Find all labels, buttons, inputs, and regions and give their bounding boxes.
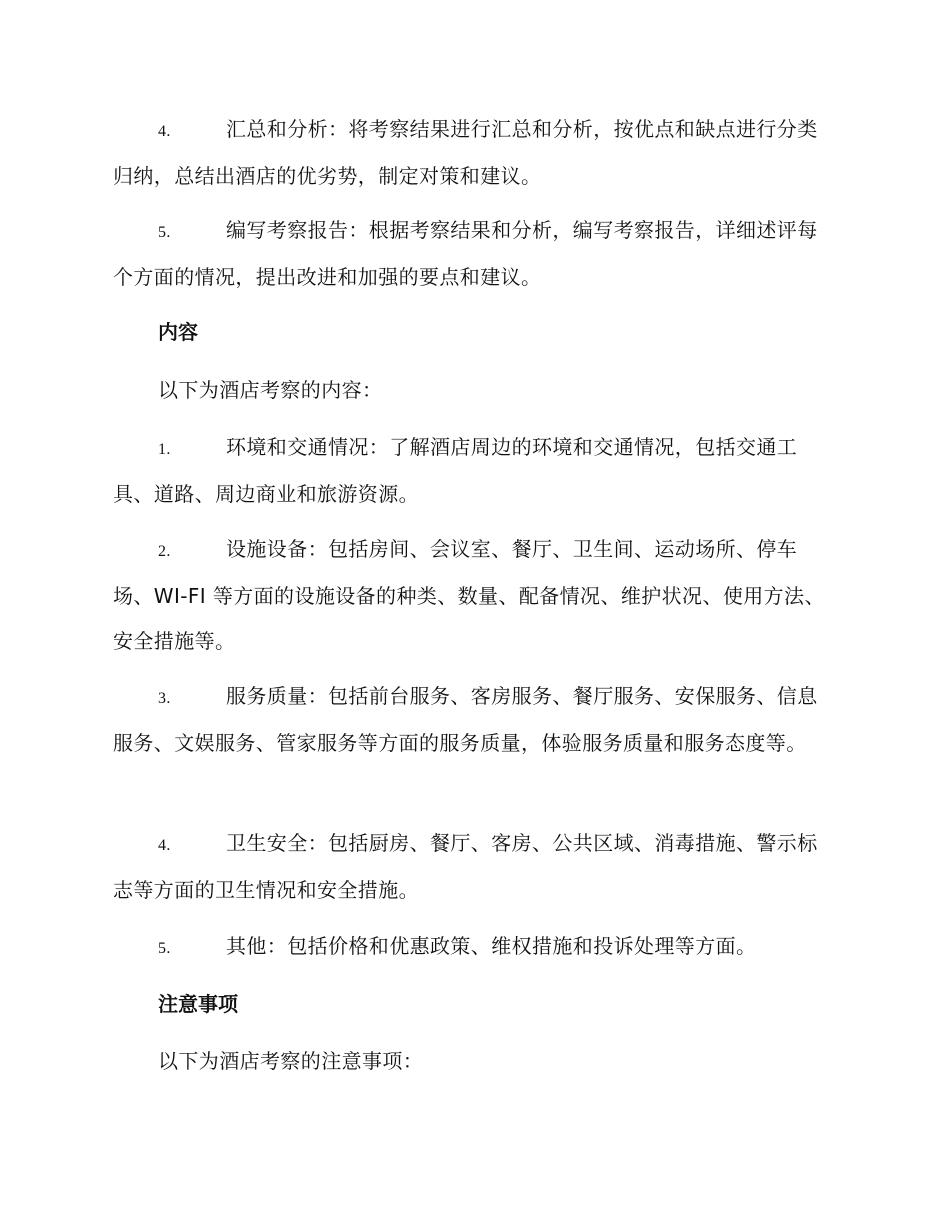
list-text: 其他：包括价格和优惠政策、维权措施和投诉处理等方面。 (226, 934, 757, 958)
list-item (113, 924, 835, 971)
section-intro-notes: 以下为酒店考察的注意事项： (158, 1049, 424, 1073)
list-number: 4. (158, 123, 171, 140)
section-heading-content: 内容 (158, 320, 198, 344)
list-text: 编写考察报告：根据考察结果和分析，编写考察报告，详细述评每个方面的情况，提出改进和加强的要点和建议。 (113, 218, 818, 289)
list-number: 1. (158, 441, 171, 458)
list-item (113, 425, 835, 517)
list-item (113, 208, 835, 300)
section-heading-notes: 注意事项 (158, 992, 238, 1016)
list-number: 4. (158, 837, 171, 854)
list-number: 5. (158, 940, 171, 957)
list-text: 汇总和分析：将考察结果进行汇总和分析，按优点和缺点进行分类归纳，总结出酒店的优劣势，制定对策和建议。 (113, 117, 818, 188)
list-item (113, 107, 835, 199)
list-item (113, 674, 835, 766)
list-text: 设施设备：包括房间、会议室、餐厅、卫生间、运动场所、停车场、WI-FI 等方面的设施设备的种类、数量、配备情况、维护状况、使用方法、安全措施等。 (113, 537, 825, 653)
list-number: 2. (158, 543, 171, 560)
list-text: 卫生安全：包括厨房、餐厅、客房、公共区域、消毒措施、警示标志等方面的卫生情况和安全措施。 (113, 831, 818, 902)
list-item (113, 821, 835, 913)
list-item (113, 527, 835, 664)
section-intro-content: 以下为酒店考察的内容： (158, 378, 383, 402)
list-text: 环境和交通情况：了解酒店周边的环境和交通情况，包括交通工具、道路、周边商业和旅游资源。 (113, 435, 798, 506)
list-number: 5. (158, 224, 171, 241)
list-text: 服务质量：包括前台服务、客房服务、餐厅服务、安保服务、信息服务、文娱服务、管家服务等方面的服务质量，体验服务质量和服务态度等。 (113, 684, 818, 755)
list-number: 3. (158, 690, 171, 707)
